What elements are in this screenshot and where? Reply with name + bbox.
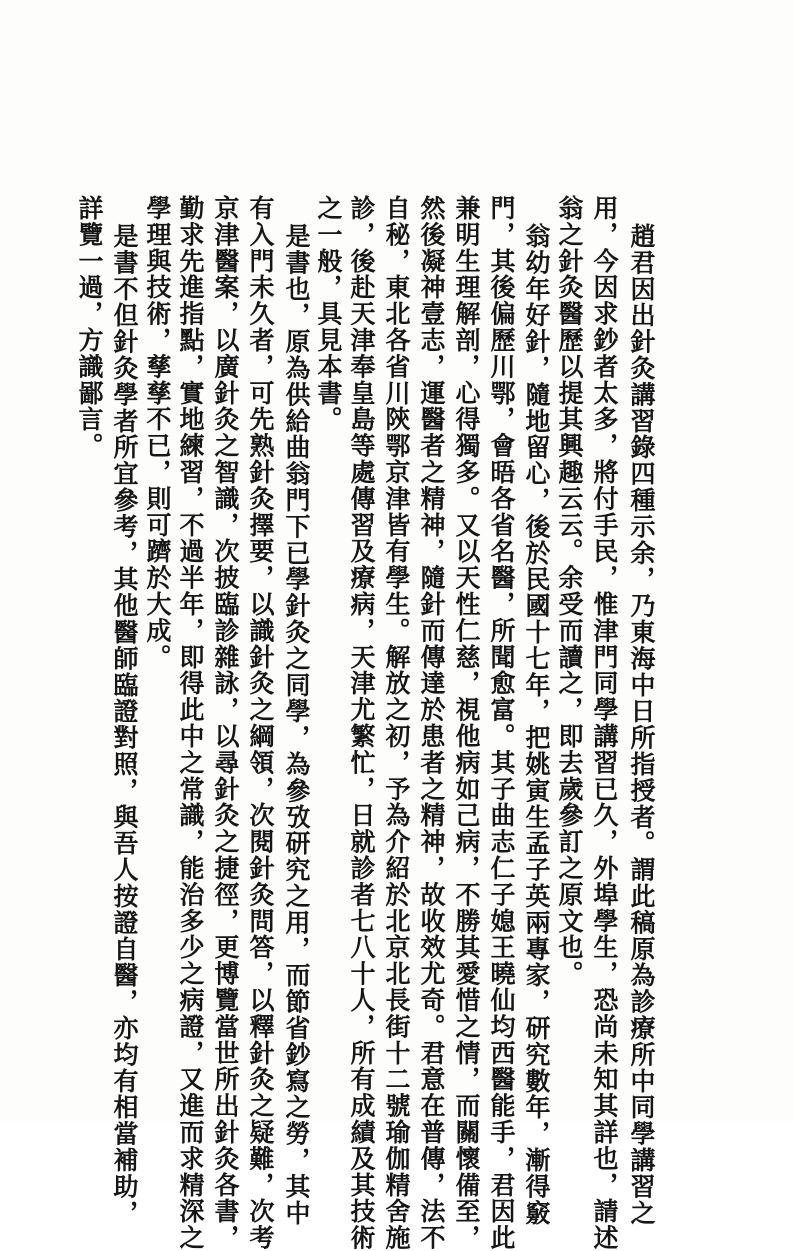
text-column: 有入門未久者，可先熟針灸擇要，以識針灸之綱領，次閱針灸問答，以釋針灸之疑難，次考: [246, 195, 275, 1251]
text-column: 翁之針灸醫歷以提其興趣云云。余受而讀之，即去歲參訂之原文也。: [555, 195, 584, 987]
text-column: 趙君因出針灸講習錄四種示余，乃東海中日所指授者。謂此稿原為診療所中同學講習之: [627, 223, 656, 1227]
text-column: 是書也，原為供給曲翁門下已學針灸之同學，為參攷研究之用，而節省鈔寫之勞，其中: [282, 223, 311, 1227]
text-column: 然後凝神壹志，運醫者之精神，隨針而傳達於患者之精神，故收效尤奇。君意在普傳，法不: [417, 195, 446, 1251]
text-column: 學理與技術，孳孳不已，則可躋於大成。: [143, 195, 172, 671]
text-column: 自秘，東北各省川陝鄂京津皆有學生。解放之初，予為介紹於北京北長街十二號瑜伽精舍施: [382, 195, 411, 1251]
text-column: 京津醫案，以廣針灸之智識，次披臨診雜詠，以尋針灸之捷徑，更博覽當世所出針灸各書，: [211, 195, 240, 1251]
text-column: 翁幼年好針，隨地留心，後於民國十七年，把姚寅生孟子英兩專家，研究數年，漸得竅: [522, 223, 551, 1227]
text-column: 門，其後偏歷川鄂，會晤各省名醫，所聞愈富。其子曲志仁子媳王曉仙均西醫能手，君因此: [487, 195, 516, 1251]
text-column: 用，今因求鈔者太多，將付手民，惟津門同學講習已久，外埠學生，恐尚未知其詳也，請述: [590, 195, 619, 1251]
text-column: 之一般，具見本書。: [314, 195, 343, 433]
text-column: 兼明生理解剖，心得獨多。又以天性仁慈，視他病如己病，不勝其愛惜之情，而關懷備至，: [452, 195, 481, 1251]
text-column: 是書不但針灸學者所宜參考，其他醫師臨證對照，與吾人按證自醫，亦均有相當補助，: [110, 223, 139, 1227]
text-column: 勤求先進指點，實地練習，不過半年，即得此中之常識，能治多少之病證，又進而求精深之: [176, 195, 205, 1251]
text-column: 診，後赴天津奉皇島等處傳習及療病，天津尤繁忙，日就診者七八十人，所有成績及其技術: [347, 195, 376, 1251]
text-column: 詳覽一過，方識鄙言。: [75, 195, 104, 459]
